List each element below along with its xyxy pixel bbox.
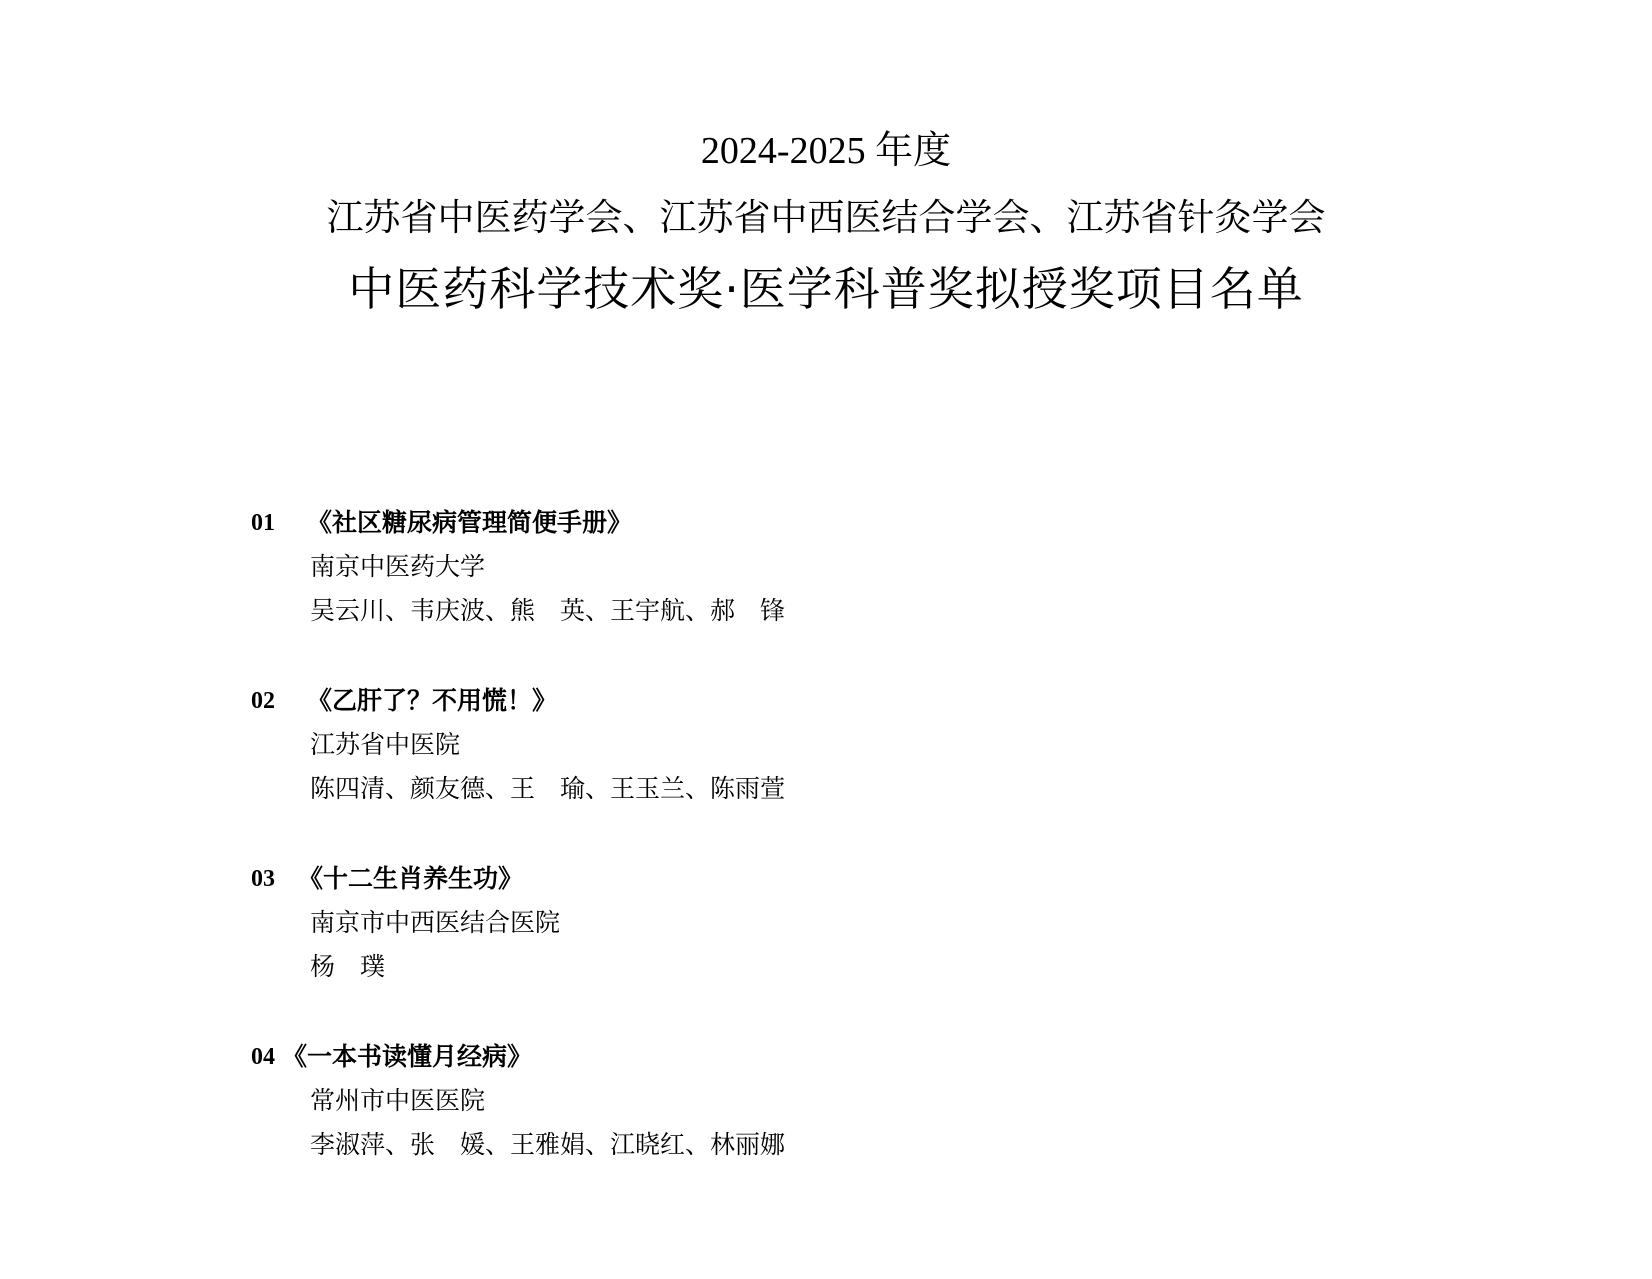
list-item [0, 683, 1652, 823]
entry-institution: 南京市中西医结合医院 [310, 908, 561, 937]
entry-number: 02 [251, 688, 275, 714]
title-year: 2024-2025 年度 [700, 130, 952, 172]
entry-people: 李淑萍、张 媛、王雅娟、江晓红、林丽娜 [310, 1130, 786, 1159]
entry-number: 04 [251, 1044, 275, 1070]
list-item [0, 1039, 1652, 1179]
entry-title: 《十二生肖养生功》 [298, 864, 524, 893]
entry-title: 《社区糖尿病管理简便手册》 [307, 508, 633, 537]
entry-title: 《乙肝了？不用慌！》 [307, 686, 558, 715]
entry-institution: 江苏省中医院 [310, 730, 461, 759]
entry-institution: 常州市中医医院 [310, 1086, 486, 1115]
entry-number: 01 [251, 510, 275, 536]
entry-title: 《一本书读懂月经病》 [282, 1042, 533, 1071]
title-organizations: 江苏省中医药学会、江苏省中西医结合学会、江苏省针灸学会 [326, 196, 1326, 239]
entry-number: 03 [251, 866, 275, 892]
entry-people: 吴云川、韦庆波、熊 英、王宇航、郝 锋 [310, 596, 786, 625]
page-title: 中医药科学技术奖·医学科普奖拟授奖项目名单 [348, 262, 1304, 316]
entry-institution: 南京中医药大学 [310, 552, 486, 581]
entry-people: 杨 璞 [310, 952, 386, 981]
entry-people: 陈四清、颜友德、王 瑜、王玉兰、陈雨萱 [310, 774, 786, 803]
list-item [0, 861, 1652, 1001]
list-item [0, 505, 1652, 645]
